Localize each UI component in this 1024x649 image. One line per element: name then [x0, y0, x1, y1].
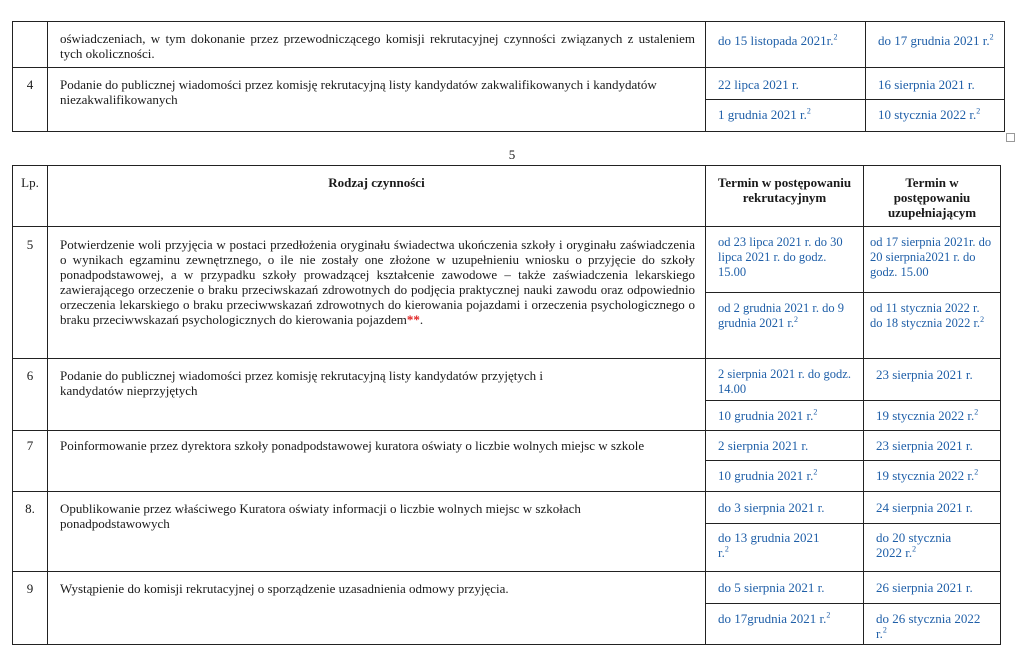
recruitment-date-cell: do 3 sierpnia 2021 r.	[706, 492, 864, 524]
recruitment-date-cell: do 15 listopada 2021r.$^2$	[706, 22, 866, 68]
lp-cell: 5	[13, 227, 48, 359]
lp-cell: 8.	[13, 492, 48, 572]
table-row	[13, 227, 1001, 293]
supplementary-date-cell: do 17 grudnia 2021 r.$^2$	[866, 22, 1005, 68]
recruitment-date-cell: od 23 lipca 2021 r. do 30 lipca 2021 r. do godz. 15.00	[706, 227, 864, 293]
recruitment-date-cell: 22 lipca 2021 r.	[706, 68, 866, 100]
lp-cell: 6	[13, 359, 48, 431]
header-supplementary-term: Termin w postępowaniu uzupełniającym	[864, 166, 1001, 227]
supplementary-date-cell: 10 stycznia 2022 r.$^2$	[866, 100, 1005, 132]
supplementary-date-cell: 19 stycznia 2022 r.$^2$	[864, 401, 1001, 431]
recruitment-date-cell: do 17grudnia 2021 r.$^2$	[706, 604, 864, 645]
table-row	[13, 359, 1001, 401]
footnote-mark: **	[406, 312, 420, 327]
supplementary-date-cell: 24 sierpnia 2021 r.	[864, 492, 1001, 524]
table-row	[13, 492, 1001, 524]
table-resize-handle[interactable]	[1006, 133, 1015, 142]
supplementary-date-cell: 23 sierpnia 2021 r.	[864, 431, 1001, 461]
action-cell: Podanie do publicznej wiadomości przez komisję rekrutacyjną listy kandydatów zakwalifikowanych i kandydatów niezakwalifikowanych	[48, 68, 706, 132]
lp-cell	[13, 22, 48, 68]
action-cell: Poinformowanie przez dyrektora szkoły ponadpodstawowej kuratora oświaty o liczbie wolnych miejsc w szkole	[48, 431, 706, 492]
schedule-table	[12, 165, 1001, 645]
recruitment-date-cell: 1 grudnia 2021 r.$^2$	[706, 100, 866, 132]
supplementary-date-cell: 16 sierpnia 2021 r.	[866, 68, 1005, 100]
supplementary-date-cell: 19 stycznia 2022 r.$^2$	[864, 461, 1001, 492]
supplementary-date-cell: od 11 stycznia 2022 r. do 18 stycznia 2022 r.$^2$	[864, 293, 1001, 359]
recruitment-date-cell: od 2 grudnia 2021 r. do 9 grudnia 2021 r.$^2$	[706, 293, 864, 359]
lp-cell: 7	[13, 431, 48, 492]
lp-cell: 4	[13, 68, 48, 132]
schedule-table-continued	[12, 21, 1005, 132]
action-cell: Wystąpienie do komisji rekrutacyjnej o sporządzenie uzasadnienia odmowy przyjęcia.	[48, 572, 706, 645]
supplementary-date-cell: do 20 stycznia 2022 r.$^2$	[864, 524, 1001, 572]
recruitment-date-cell: 2 sierpnia 2021 r. do godz. 14.00	[706, 359, 864, 401]
supplementary-date-cell: 23 sierpnia 2021 r.	[864, 359, 1001, 401]
action-cell: Potwierdzenie woli przyjęcia w postaci przedłożenia oryginału świadectwa ukończenia szkoły i oryginału zaświadczenia o wynikach egzaminu zewnętrznego, o ile nie zostały one złożone w uzupełnieniu wniosku o przyjęcie do szkoły ponadpodstawowej, a w przypadku szkoły prowadzącej kształcenie zawodowe – także zaświadczenia lekarskiego zawierającego orzeczenie o braku przeciwskazań zdrowotnych do podjęcia praktycznej nauki zawodu oraz odpowiednio orzeczenia lekarskiego o braku przeciwwskazań zdrowotnych do kierowania pojazdami i orzeczenia psychologicznego o braku przeciwwskazań psychologicznych do kierowania pojazdem**.	[48, 227, 706, 359]
header-action: Rodzaj czynności	[48, 166, 706, 227]
recruitment-date-cell: do 13 grudnia 2021 r.$^2$	[706, 524, 864, 572]
table-row	[13, 22, 1005, 68]
recruitment-date-cell: 10 grudnia 2021 r.$^2$	[706, 401, 864, 431]
recruitment-date-cell: 2 sierpnia 2021 r.	[706, 431, 864, 461]
supplementary-date-cell: 26 sierpnia 2021 r.	[864, 572, 1001, 604]
action-cell: Podanie do publicznej wiadomości przez komisję rekrutacyjną listy kandydatów przyjętych i kandydatów nieprzyjętych	[48, 359, 706, 431]
supplementary-date-cell: od 17 sierpnia 2021r. do 20 sierpnia2021 r. do godz. 15.00	[864, 227, 1001, 293]
recruitment-date-cell: 10 grudnia 2021 r.$^2$	[706, 461, 864, 492]
header-recruitment-term: Termin w postępowaniu rekrutacyjnym	[706, 166, 864, 227]
table-row	[13, 431, 1001, 461]
action-cell: Opublikowanie przez właściwego Kuratora oświaty informacji o liczbie wolnych miejsc w szkołach ponadpodstawowych	[48, 492, 706, 572]
lp-cell: 9	[13, 572, 48, 645]
action-cell: oświadczeniach, w tym dokonanie przez przewodniczącego komisji rekrutacyjnej czynności związanych z ustaleniem tych okoliczności.	[48, 22, 706, 68]
supplementary-date-cell: do 26 stycznia 2022 r.$^2$	[864, 604, 1001, 645]
table-row	[13, 572, 1001, 604]
table-header-row	[13, 166, 1001, 227]
page-number: 5	[508, 147, 516, 162]
header-lp: Lp.	[13, 166, 48, 227]
recruitment-date-cell: do 5 sierpnia 2021 r.	[706, 572, 864, 604]
table-row	[13, 68, 1005, 100]
